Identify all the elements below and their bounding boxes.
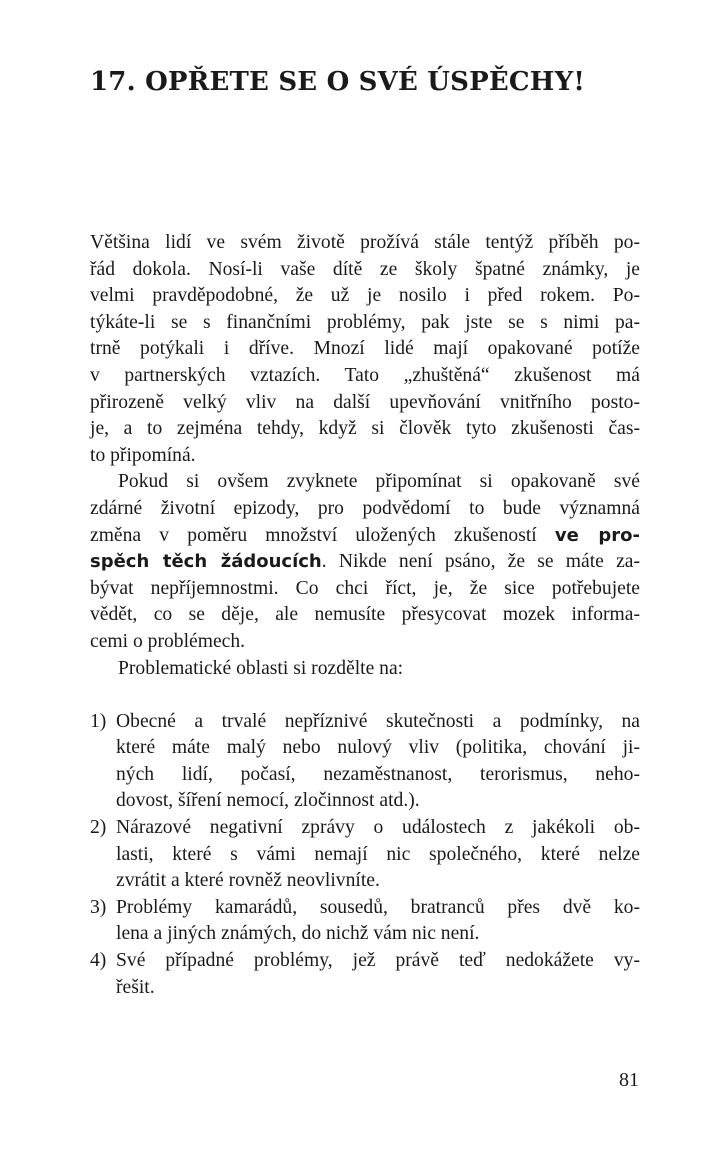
text-line: je, a to zejména tehdy, když si člověk tyto zkušenosti čas- xyxy=(90,418,640,440)
list-item-text xyxy=(116,948,640,1001)
text-line: které máte malý nebo nulový vliv (politika, chování ji- xyxy=(116,737,640,759)
paragraph-3 xyxy=(90,656,640,683)
list-number: 2) xyxy=(90,817,107,839)
chapter-title: 17. OPŘETE SE O SVÉ ÚSPĚCHY! xyxy=(90,67,585,97)
text-line: vědět, co se děje, ale nemusíte přesycovat mozek informa- xyxy=(90,604,640,626)
text-line: dovost, šíření nemocí, zločinnost atd.). xyxy=(116,790,420,812)
text-line: Pokud si ovšem zvyknete připomínat si opakovaně své xyxy=(118,471,640,493)
text-fragment: změna v poměru množství uložených zkušeností xyxy=(90,524,555,546)
emphasized-text: spěch těch žádoucích xyxy=(90,551,322,573)
numbered-list xyxy=(90,709,640,1002)
list-item-text xyxy=(116,815,640,895)
text-line: cemi o problémech. xyxy=(90,630,246,652)
text-line: trně potýkali i dříve. Mnozí lidé mají opakované potíže xyxy=(90,338,640,360)
paragraph-1 xyxy=(90,230,640,469)
text-line: Své případné problémy, jež právě teď nedokážete vy- xyxy=(116,950,640,972)
list-item-text xyxy=(116,709,640,815)
text-line: Problémy kamarádů, sousedů, bratranců přes dvě ko- xyxy=(116,896,640,918)
text-line: zdárné životní epizody, pro podvědomí to bude významná xyxy=(90,497,640,519)
list-number: 4) xyxy=(90,950,107,972)
text-fragment: . Nikde není psáno, že se máte za- xyxy=(321,551,640,573)
text-line: Většina lidí ve svém životě prožívá stále tentýž příběh po- xyxy=(90,232,640,253)
list-number: 1) xyxy=(90,710,107,732)
list-number: 3) xyxy=(90,896,107,918)
page-number: 81 xyxy=(619,1069,639,1091)
text-line: zvrátit a které rovněž neovlivníte. xyxy=(116,870,380,892)
list-item xyxy=(90,948,640,1001)
text-line: ných lidí, počasí, nezaměstnanost, terorismus, neho- xyxy=(116,763,640,785)
text-line: lena a jiných známých, do nichž vám nic není. xyxy=(116,923,480,945)
body-text xyxy=(90,230,640,1001)
text-line: velmi pravděpodobné, že už je nosilo i před rokem. Po- xyxy=(90,285,640,307)
text-line xyxy=(90,523,640,550)
spacer xyxy=(90,682,640,709)
list-item xyxy=(90,709,640,815)
text-line xyxy=(90,549,640,576)
text-line: řád dokola. Nosí-li vaše dítě ze školy špatné známky, je xyxy=(90,258,640,280)
text-line: týkáte-li se s finančními problémy, pak jste se s nimi pa- xyxy=(90,311,640,333)
list-item-text xyxy=(116,895,640,948)
paragraph-2 xyxy=(90,469,640,655)
text-line: Problematické oblasti si rozdělte na: xyxy=(118,657,404,679)
text-line: to připomíná. xyxy=(90,444,196,466)
text-line: přirozeně velký vliv na další upevňování vnitřního posto- xyxy=(90,391,640,413)
list-item xyxy=(90,815,640,895)
text-line: lasti, které s vámi nemají nic společného, které nelze xyxy=(116,843,640,865)
emphasized-text: ve pro- xyxy=(554,524,640,546)
text-line: bývat nepříjemnostmi. Co chci říct, je, že sice potřebujete xyxy=(90,577,640,599)
text-line: Nárazové negativní zprávy o událostech z jakékoli ob- xyxy=(116,817,640,839)
list-item xyxy=(90,895,640,948)
text-line: řešit. xyxy=(116,976,155,998)
text-line: Obecné a trvalé nepříznivé skutečnosti a podmínky, na xyxy=(116,710,640,732)
text-line: v partnerských vztazích. Tato „zhuštěná“ zkušenost má xyxy=(90,364,640,386)
